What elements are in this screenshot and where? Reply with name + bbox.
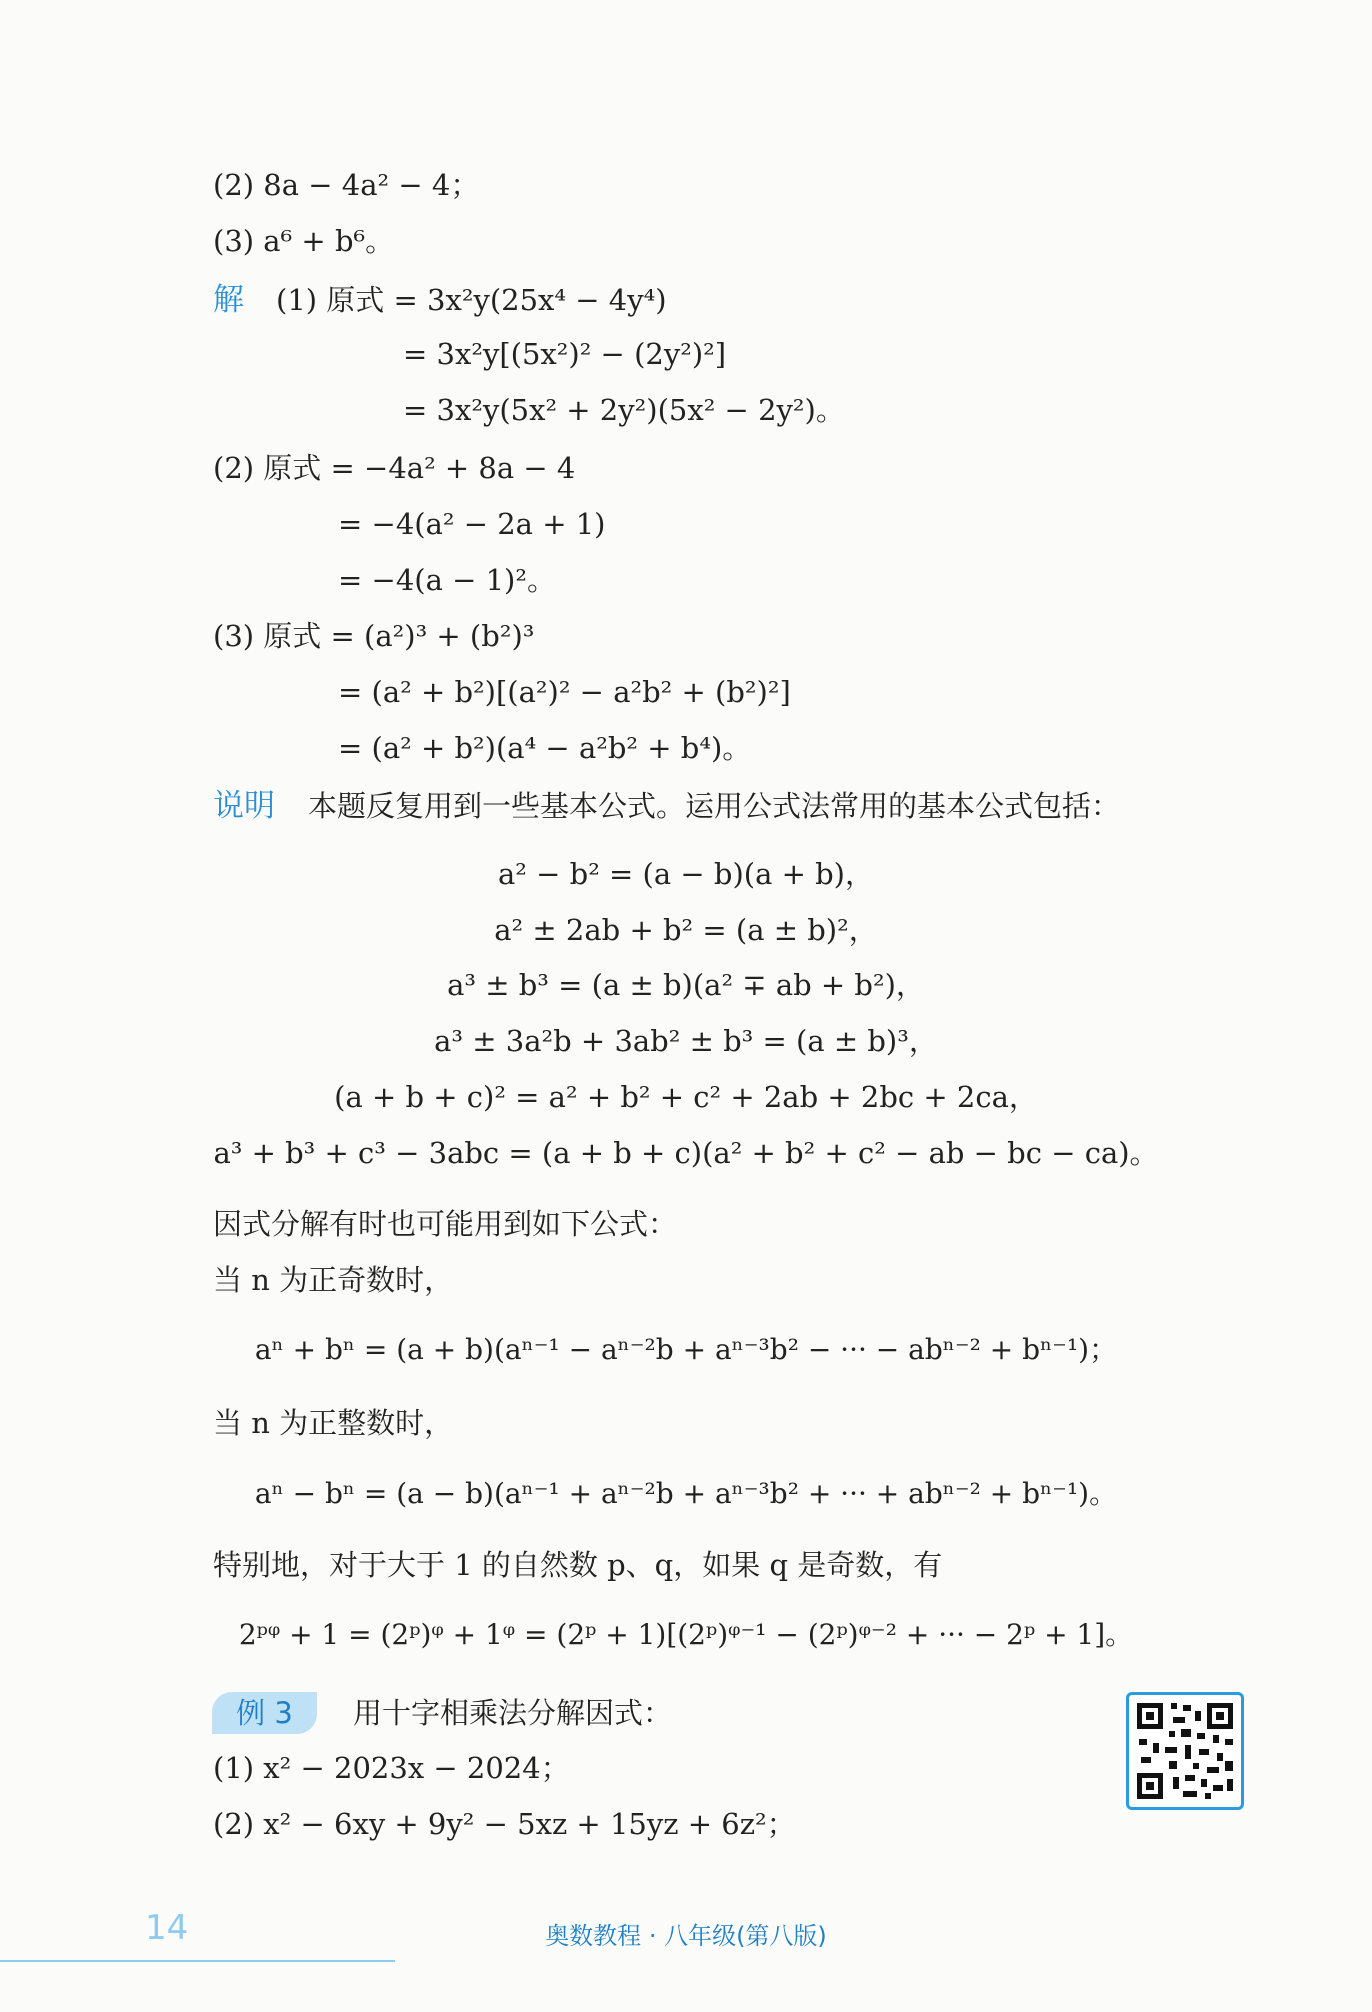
odd-formula: aⁿ + bⁿ = (a + b)(aⁿ⁻¹ − aⁿ⁻²b + aⁿ⁻³b² − ··· − abⁿ⁻² + bⁿ⁻¹)；: [254, 1333, 1118, 1366]
solution-line: = −4(a − 1)²。: [338, 563, 556, 597]
example-badge: [212, 1692, 317, 1734]
note-label: 说明: [213, 788, 275, 824]
solution-line: = 3x²y(5x² + 2y²)(5x² − 2y²)。: [403, 393, 845, 427]
example-item: (2) x² − 6xy + 9y² − 5xz + 15yz + 6z²；: [213, 1807, 796, 1841]
problem-item-2: (2) 8a − 4a² − 4；: [213, 168, 480, 202]
example-item: (1) x² − 2023x − 2024；: [213, 1751, 570, 1785]
int-condition: 当 n 为正整数时，: [213, 1406, 454, 1440]
int-formula: aⁿ − bⁿ = (a − b)(aⁿ⁻¹ + aⁿ⁻²b + aⁿ⁻³b² + ··· + abⁿ⁻² + bⁿ⁻¹)。: [254, 1477, 1118, 1510]
solution-label: 解: [213, 282, 244, 318]
solution-line: = −4(a² − 2a + 1): [338, 507, 606, 541]
solution-line: = (a² + b²)[(a²)² − a²b² + (b²)²]: [338, 675, 791, 709]
example-prompt: 用十字相乘法分解因式：: [353, 1696, 673, 1730]
note-text: 本题反复用到一些基本公式。运用公式法常用的基本公式包括：: [308, 789, 1121, 823]
solution-line: (3) 原式 = (a²)³ + (b²)³: [213, 619, 535, 653]
problem-item-3: (3) a⁶ + b⁶。: [213, 224, 395, 258]
solution-line: = (a² + b²)(a⁴ − a²b² + b⁴)。: [338, 731, 752, 765]
solution-line: (2) 原式 = −4a² + 8a − 4: [213, 451, 576, 485]
formula: (a + b + c)² = a² + b² + c² + 2ab + 2bc + 2ca，: [334, 1080, 1038, 1114]
odd-condition: 当 n 为正奇数时，: [213, 1263, 454, 1297]
qr-code-icon[interactable]: [1126, 1692, 1244, 1810]
example-badge-label: 例 3: [236, 1696, 293, 1730]
formula: a³ ± b³ = (a ± b)(a² ∓ ab + b²)，: [447, 968, 925, 1002]
page-number: 14: [145, 1908, 189, 1948]
formula: a³ + b³ + c³ − 3abc = (a + b + c)(a² + b² + c² − ab − bc − ca)。: [213, 1136, 1159, 1170]
footer-rule: [0, 1960, 395, 1962]
formula: a³ ± 3a²b + 3ab² ± b³ = (a ± b)³，: [434, 1024, 938, 1058]
formula: a² − b² = (a − b)(a + b)，: [497, 857, 874, 891]
solution-line: (1) 原式 = 3x²y(25x⁴ − 4y⁴): [276, 283, 667, 317]
solution-line: = 3x²y[(5x²)² − (2y²)²]: [403, 337, 727, 371]
footer-title: 奥数教程 · 八年级(第八版): [545, 1922, 827, 1950]
special-formula: 2ᵖᵠ + 1 = (2ᵖ)ᵠ + 1ᵠ = (2ᵖ + 1)[(2ᵖ)ᵠ⁻¹ − (2ᵖ)ᵠ⁻² + ··· − 2ᵖ + 1]。: [238, 1618, 1134, 1651]
formula: a² ± 2ab + b² = (a ± b)²，: [494, 913, 878, 947]
special-text: 特别地，对于大于 1 的自然数 p、q，如果 q 是奇数，有: [213, 1548, 943, 1582]
extra-intro: 因式分解有时也可能用到如下公式：: [213, 1207, 678, 1241]
qr-code-graphic: [1129, 1695, 1241, 1807]
